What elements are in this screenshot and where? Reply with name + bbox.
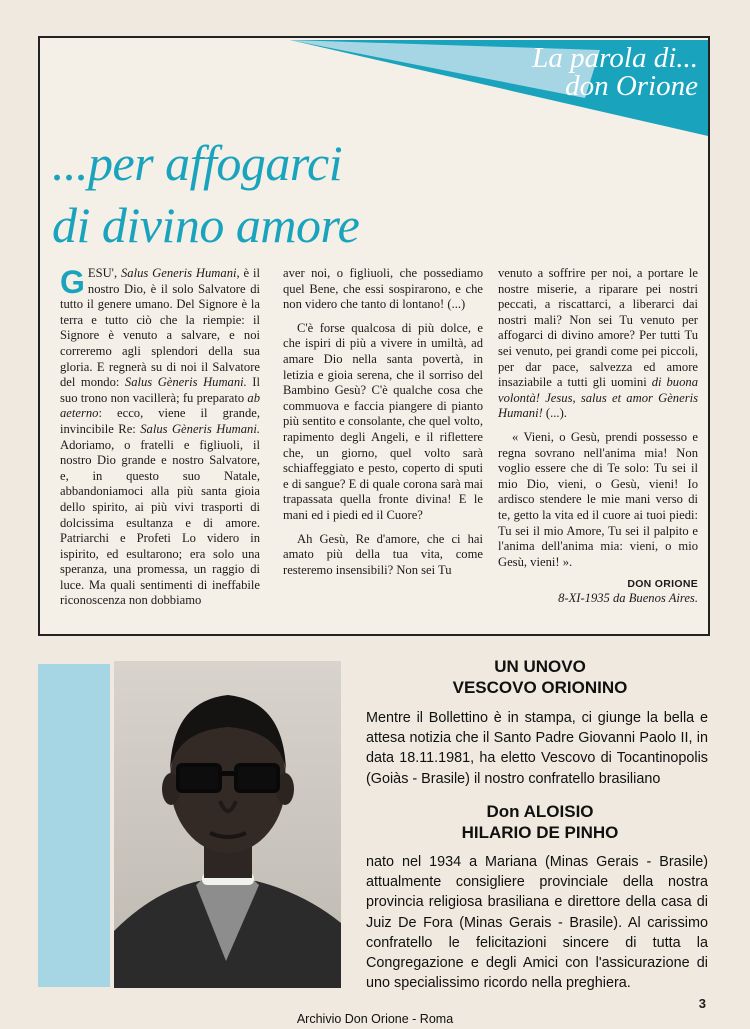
- news-headline: [365, 656, 715, 698]
- paragraph: GESU', Salus Generis Humani, è il nostro Dio, è il solo Salvatore di tutto il genere umano. Del Signore è la terra e tutto ciò che la riempie: il Signore è venuto a salvare, e noi correremo agli splendori della sua gloria. E regnerà su di noi il Salvatore del mondo: Salus Gèneris Humani. Il suo trono non vacillerà; fu preparato ab aeterno: ecco, viene il grande, invincibile Re: Salus Gèneris Humani. Adoriamo, o fratelli e figliuoli, il nostro Dio grande e nostro Salvatore, e, in questo suo Natale, abbandoniamoci alla più santa gioia dello spirito, ai più vivi trasporti di dolcissima esultanza e di amore. Patriarchi e Profeti Lo videro in ispirito, ed esultarono; era solo una speranza, una promessa, un raggio di luce. Ma quali sentimenti di ineffabile riconoscenza non dobbiamo: [60, 264, 260, 608]
- paragraph: aver noi, o figliuoli, che possediamo quel Bene, che essi sospirarono, e che non videro che tanto di lontano! (...): [283, 266, 483, 312]
- paragraph: Ah Gesù, Re d'amore, che ci hai amato più della tua vita, come resteremo insensibili? Non sei Tu: [283, 531, 483, 577]
- news-intro: Mentre il Bollettino è in stampa, ci giunge la bella e attesa notizia che il Santo Padre Giovanni Paolo II, in data 18.11.1981, ha eletto Vescovo di Tocantinopolis (Goiàs - Brasile) il nostro confratello brasiliano: [366, 710, 708, 787]
- title-line-2: di divino amore: [52, 197, 360, 253]
- prayer-quote: « Vieni, o Gesù, prendi possesso e regna sovrano nell'anima mia! Non voglio essere che di Te solo: Tu sei il mio Dio, vieni, o Gesù, vieni! Io ardisco stendere le mie mani verso di te, getto la vita ed il cuore ai tuoi piedi: Tu sei il mio Amore, Tu sei il palpito e l'anima dell'anima mia: vieni, o mio Gesù, vieni! ».: [498, 429, 698, 569]
- drop-cap: G: [60, 264, 85, 300]
- column-kicker: [532, 44, 698, 100]
- article-column-3: [498, 266, 698, 606]
- kicker-line-1: La parola di...: [532, 42, 698, 74]
- signature-date: 8-XI-1935 da Buenos Aires.: [558, 591, 698, 606]
- kicker-line-2: don Orione: [565, 70, 698, 102]
- article-title: [52, 132, 359, 256]
- right-lens: [236, 765, 278, 791]
- bishop-name: [365, 801, 715, 843]
- paragraph: venuto a soffrire per noi, a portare le nostre miserie, a riparare pei nostri peccati, a riscattarci, a liberarci dai nostri mali? Non sei Tu venuto per affogarci di divino amore? Per tutti Tu sei venuto, pei grandi come pei piccoli, per dar pace, salvezza ed amore insaziabile a tutti gli uomini di buona volontà! Jesus, salus et amor Gèneris Humani! (...).: [498, 266, 698, 421]
- decorative-strip: [38, 664, 110, 987]
- author-signature: DON ORIONE: [627, 578, 698, 591]
- archive-credit: Archivio Don Orione - Roma: [296, 1012, 454, 1026]
- article-frame: [38, 36, 710, 636]
- headline-line-1: UN UNOVO: [494, 657, 586, 676]
- title-line-1: ...per affogarci: [52, 135, 343, 191]
- paragraph: C'è forse qualcosa di più dolce, e che ispiri di più a vivere in umiltà, ad amare Dio nella santa povertà, in letizia e gioia serena, che il sorriso del Bambino Gesù? C'è qualche cosa che commuova e faccia piangere di pianto più sentito e consolante, che quel volto, rapimento degli Angeli, e il riflettere che, un giorno, quel volto sarà schiaffeggiato e pesto, coperto di sputi e di sangue? E di quale corona sarà mai trapassata quella fronte divina! E le mani ed i piedi ed il Cuore?: [283, 320, 483, 522]
- article-column-2: [283, 266, 483, 586]
- left-lens: [178, 765, 220, 791]
- article-column-1: [60, 266, 260, 617]
- bishop-portrait-photo: [114, 661, 341, 988]
- name-line-2: HILARIO DE PINHO: [461, 823, 619, 842]
- glasses-bridge: [218, 771, 238, 776]
- name-line-1: Don ALOISIO: [486, 802, 594, 821]
- news-body: nato nel 1934 a Mariana (Minas Gerais - Brasile) attualmente consigliere provinciale della nostra provincia religiosa brasiliana e direttore della casa di Juiz De Fora (Minas Gerais - Brasile). Al carissimo confratello le felicitazioni sincere di tutta la Congregazione e degli Amici con l'assicurazione di uno specialissimo ricordo nella preghiera.: [366, 854, 708, 992]
- page-number: 3: [698, 996, 706, 1011]
- headline-line-2: VESCOVO ORIONINO: [452, 678, 628, 697]
